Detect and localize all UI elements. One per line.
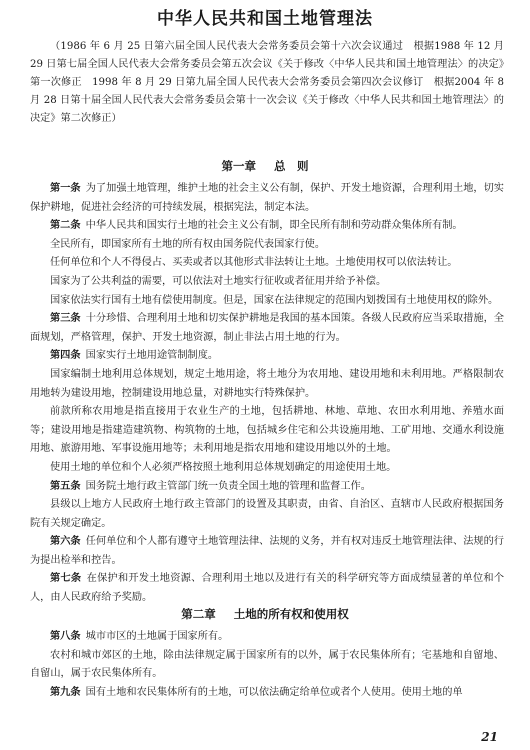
paragraph <box>30 254 504 273</box>
paragraph-text: 在保护和开发土地资源、合理利用土地以及进行有关的科学研究等方面成绩显著的单位和个人，由人民政府给予奖励。 <box>30 573 505 604</box>
paragraph-text: 国家编制土地利用总体规划，规定土地用途，将土地分为农用地、建设用地和未利用地。严格限制农用地转为建设用地，控制建设用地总量，对耕地实行特殊保护。 <box>30 368 504 399</box>
article-paragraph <box>30 570 504 607</box>
article-paragraph <box>30 347 504 366</box>
paragraph-text: 国家实行土地用途管制制度。 <box>85 350 219 362</box>
article-paragraph <box>30 180 504 217</box>
article-number: 第五条 <box>50 480 81 492</box>
article-paragraph <box>30 533 504 570</box>
paragraph-text: 城市市区的土地属于国家所有。 <box>85 631 229 642</box>
chapter-title: 总 则 <box>274 159 309 173</box>
paragraph <box>30 459 504 478</box>
paragraph-text: 任何单位和个人不得侵占、买卖或者以其他形式非法转让土地。土地使用权可以依法转让。 <box>50 257 458 269</box>
article-number: 第一条 <box>50 183 81 194</box>
chapter-title: 土地的所有权和使用权 <box>233 607 349 621</box>
article-paragraph <box>30 684 504 703</box>
paragraph-text: 使用土地的单位和个人必须严格按照土地利用总体规划确定的用途使用土地。 <box>50 461 397 473</box>
paragraph-text: 任何单位和个人都有遵守土地管理法律、法规的义务，并有权对违反土地管理法律、法规的行为提出检举和控告。 <box>30 536 504 566</box>
article-paragraph <box>30 217 504 236</box>
paragraph-text: 国家依法实行国有土地有偿使用制度。但是，国家在法律规定的范围内划拨国有土地使用权的除外。 <box>50 294 499 306</box>
article-number: 第八条 <box>50 631 81 642</box>
article-number: 第六条 <box>50 536 81 548</box>
paragraph-text: 农村和城市郊区的土地，除由法律规定属于国家所有的以外，属于农民集体所有；宅基地和自留地、自留山，属于农民集体所有。 <box>30 649 504 680</box>
paragraph-text: 前款所称农用地是指直接用于农业生产的土地，包括耕地、林地、草地、农田水利用地、养殖水面等；建设用地是指建造建筑物、构筑物的土地，包括城乡住宅和公共设施用地、工矿用地、交通水利设施用地、旅游用地、军事设施用地等；未利用地是指农用地和建设用地以外的土地。 <box>30 406 504 455</box>
article-number: 第四条 <box>50 350 81 362</box>
paragraph <box>30 273 504 292</box>
paragraph <box>30 236 504 255</box>
article-number: 第九条 <box>50 686 81 698</box>
paragraph <box>30 403 504 459</box>
paragraph-text: 十分珍惜、合理利用土地和切实保护耕地是我国的基本国策。各级人民政府应当采取措施，全面规划，严格管理，保护、开发土地资源，制止非法占用土地的行为。 <box>30 313 504 343</box>
paragraph <box>30 292 504 311</box>
paragraph <box>30 496 504 533</box>
paragraph-text: 全民所有，即国家所有土地的所有权由国务院代表国家行使。 <box>50 238 326 250</box>
chapter-2-body <box>30 628 504 702</box>
page-number: 21 <box>481 730 498 744</box>
paragraph-text: 为了加强土地管理，维护土地的社会主义公有制，保护、开发土地资源，合理利用土地，切实保护耕地，促进社会经济的可持续发展，根据宪法，制定本法。 <box>30 183 504 213</box>
article-number: 第三条 <box>50 313 81 325</box>
paragraph-text: 县级以上地方人民政府土地行政主管部门的设置及其职责，由省、自治区、直辖市人民政府根据国务院有关规定确定。 <box>30 499 504 529</box>
article-paragraph <box>30 310 504 347</box>
paragraph <box>30 647 504 684</box>
chapter-heading-1 <box>0 158 530 174</box>
article-number: 第二条 <box>50 220 81 232</box>
paragraph-text: 中华人民共和国实行土地的社会主义公有制，即全民所有制和劳动群众集体所有制。 <box>85 220 463 232</box>
law-title: 中华人民共和国土地管理法 <box>157 9 373 29</box>
preamble: （1986 年 6 月 25 日第六届全国人民代表大会常务委员会第十六次会议通过 根据1988 年 12 月 29 日第七届全国人民代表大会常务委员会第五次会议《关于修改〈中华人民共和国土地管理法〉的决定》第一次修正 1998 年 8 月 29 日第九届全国人民代表大会常务委员会第四次会议修订 根据2004 年 8 月 28 日第十届全国人民代表大会常务委员会第十一次会议《关于修改〈中华人民共和国土地管理法〉的决定》第二次修正） <box>30 41 504 124</box>
article-number: 第七条 <box>50 573 82 585</box>
chapter-heading-2 <box>0 606 530 622</box>
paragraph-text: 国有土地和农民集体所有的土地，可以依法确定给单位或者个人使用。使用土地的单 <box>85 686 463 698</box>
chapter-1-body <box>30 180 504 608</box>
paragraph-text: 国务院土地行政主管部门统一负责全国土地的管理和监督工作。 <box>85 480 371 492</box>
paragraph <box>30 366 504 403</box>
article-paragraph <box>30 628 504 647</box>
chapter-number: 第二章 <box>181 607 216 621</box>
paragraph-text: 国家为了公共利益的需要，可以依法对土地实行征收或者征用并给予补偿。 <box>50 275 387 287</box>
article-paragraph <box>30 478 504 497</box>
chapter-number: 第一章 <box>221 159 256 173</box>
